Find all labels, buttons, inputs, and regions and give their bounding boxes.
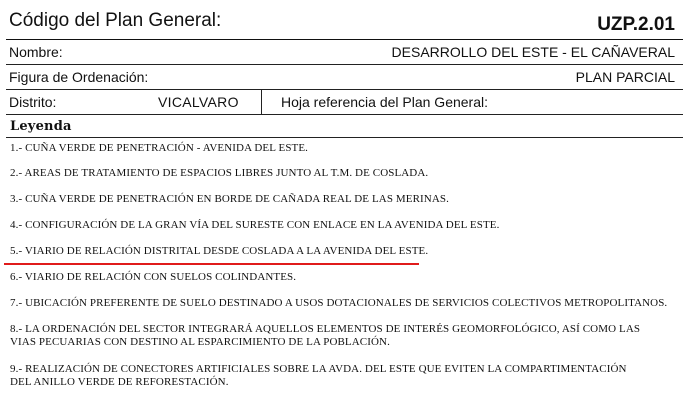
red-highlight-underline [4, 263, 419, 265]
nombre-row [6, 40, 683, 65]
nombre-value: DESARROLLO DEL ESTE - EL CAÑAVERAL [391, 44, 675, 60]
distrito-value: VICALVARO [158, 94, 239, 110]
leyenda-item-3: 3.- CUÑA VERDE DE PENETRACIÓN EN BORDE DE CAÑADA REAL DE LAS MERINAS. [10, 193, 449, 205]
leyenda-item-8: 8.- LA ORDENACIÓN DEL SECTOR INTEGRARÁ AQUELLOS ELEMENTOS DE INTERÉS GEOMORFOLÓGICO, ASÍ COMO LAS VIAS PECUARIAS CON DESTINO AL ESPARCIMIENTO DE LA POBLACIÓN. [10, 323, 641, 348]
title-row [6, 0, 683, 40]
figura-label: Figura de Ordenación: [9, 69, 149, 85]
leyenda-row [6, 115, 683, 138]
figura-row [6, 65, 683, 90]
distrito-row [6, 90, 683, 115]
plan-code-title: Código del Plan General: [9, 10, 222, 31]
nombre-label: Nombre: [9, 44, 63, 60]
distrito-label: Distrito: [9, 94, 57, 110]
leyenda-item-1: 1.- CUÑA VERDE DE PENETRACIÓN - AVENIDA DEL ESTE. [10, 142, 309, 154]
plan-code-id: UZP.2.01 [597, 14, 675, 35]
leyenda-heading: Leyenda [10, 119, 72, 134]
leyenda-item-4: 4.- CONFIGURACIÓN DE LA GRAN VÍA DEL SURESTE CON ENLACE EN LA AVENIDA DEL ESTE. [10, 219, 500, 231]
leyenda-item-5: 5.- VIARIO DE RELACIÓN DISTRITAL DESDE COSLADA A LA AVENIDA DEL ESTE. [10, 245, 429, 257]
leyenda-item-7: 7.- UBICACIÓN PREFERENTE DE SUELO DESTINADO A USOS DOTACIONALES DE SERVICIOS COLECTIVOS METROPOLITANOS. [10, 297, 668, 309]
leyenda-item-6: 6.- VIARIO DE RELACIÓN CON SUELOS COLINDANTES. [10, 271, 297, 283]
plan-sheet [6, 0, 683, 400]
hoja-referencia-label: Hoja referencia del Plan General: [281, 94, 489, 110]
figura-value: PLAN PARCIAL [575, 69, 675, 85]
leyenda-item-9: 9.- REALIZACIÓN DE CONECTORES ARTIFICIALES SOBRE LA AVDA. DEL ESTE QUE EVITEN LA COMPARTIMENTACIÓN DEL ANILLO VERDE DE REFORESTACIÓN. [10, 363, 627, 388]
leyenda-item-2: 2.- AREAS DE TRATAMIENTO DE ESPACIOS LIBRES JUNTO AL T.M. DE COSLADA. [10, 167, 429, 179]
distrito-divider [261, 90, 262, 115]
